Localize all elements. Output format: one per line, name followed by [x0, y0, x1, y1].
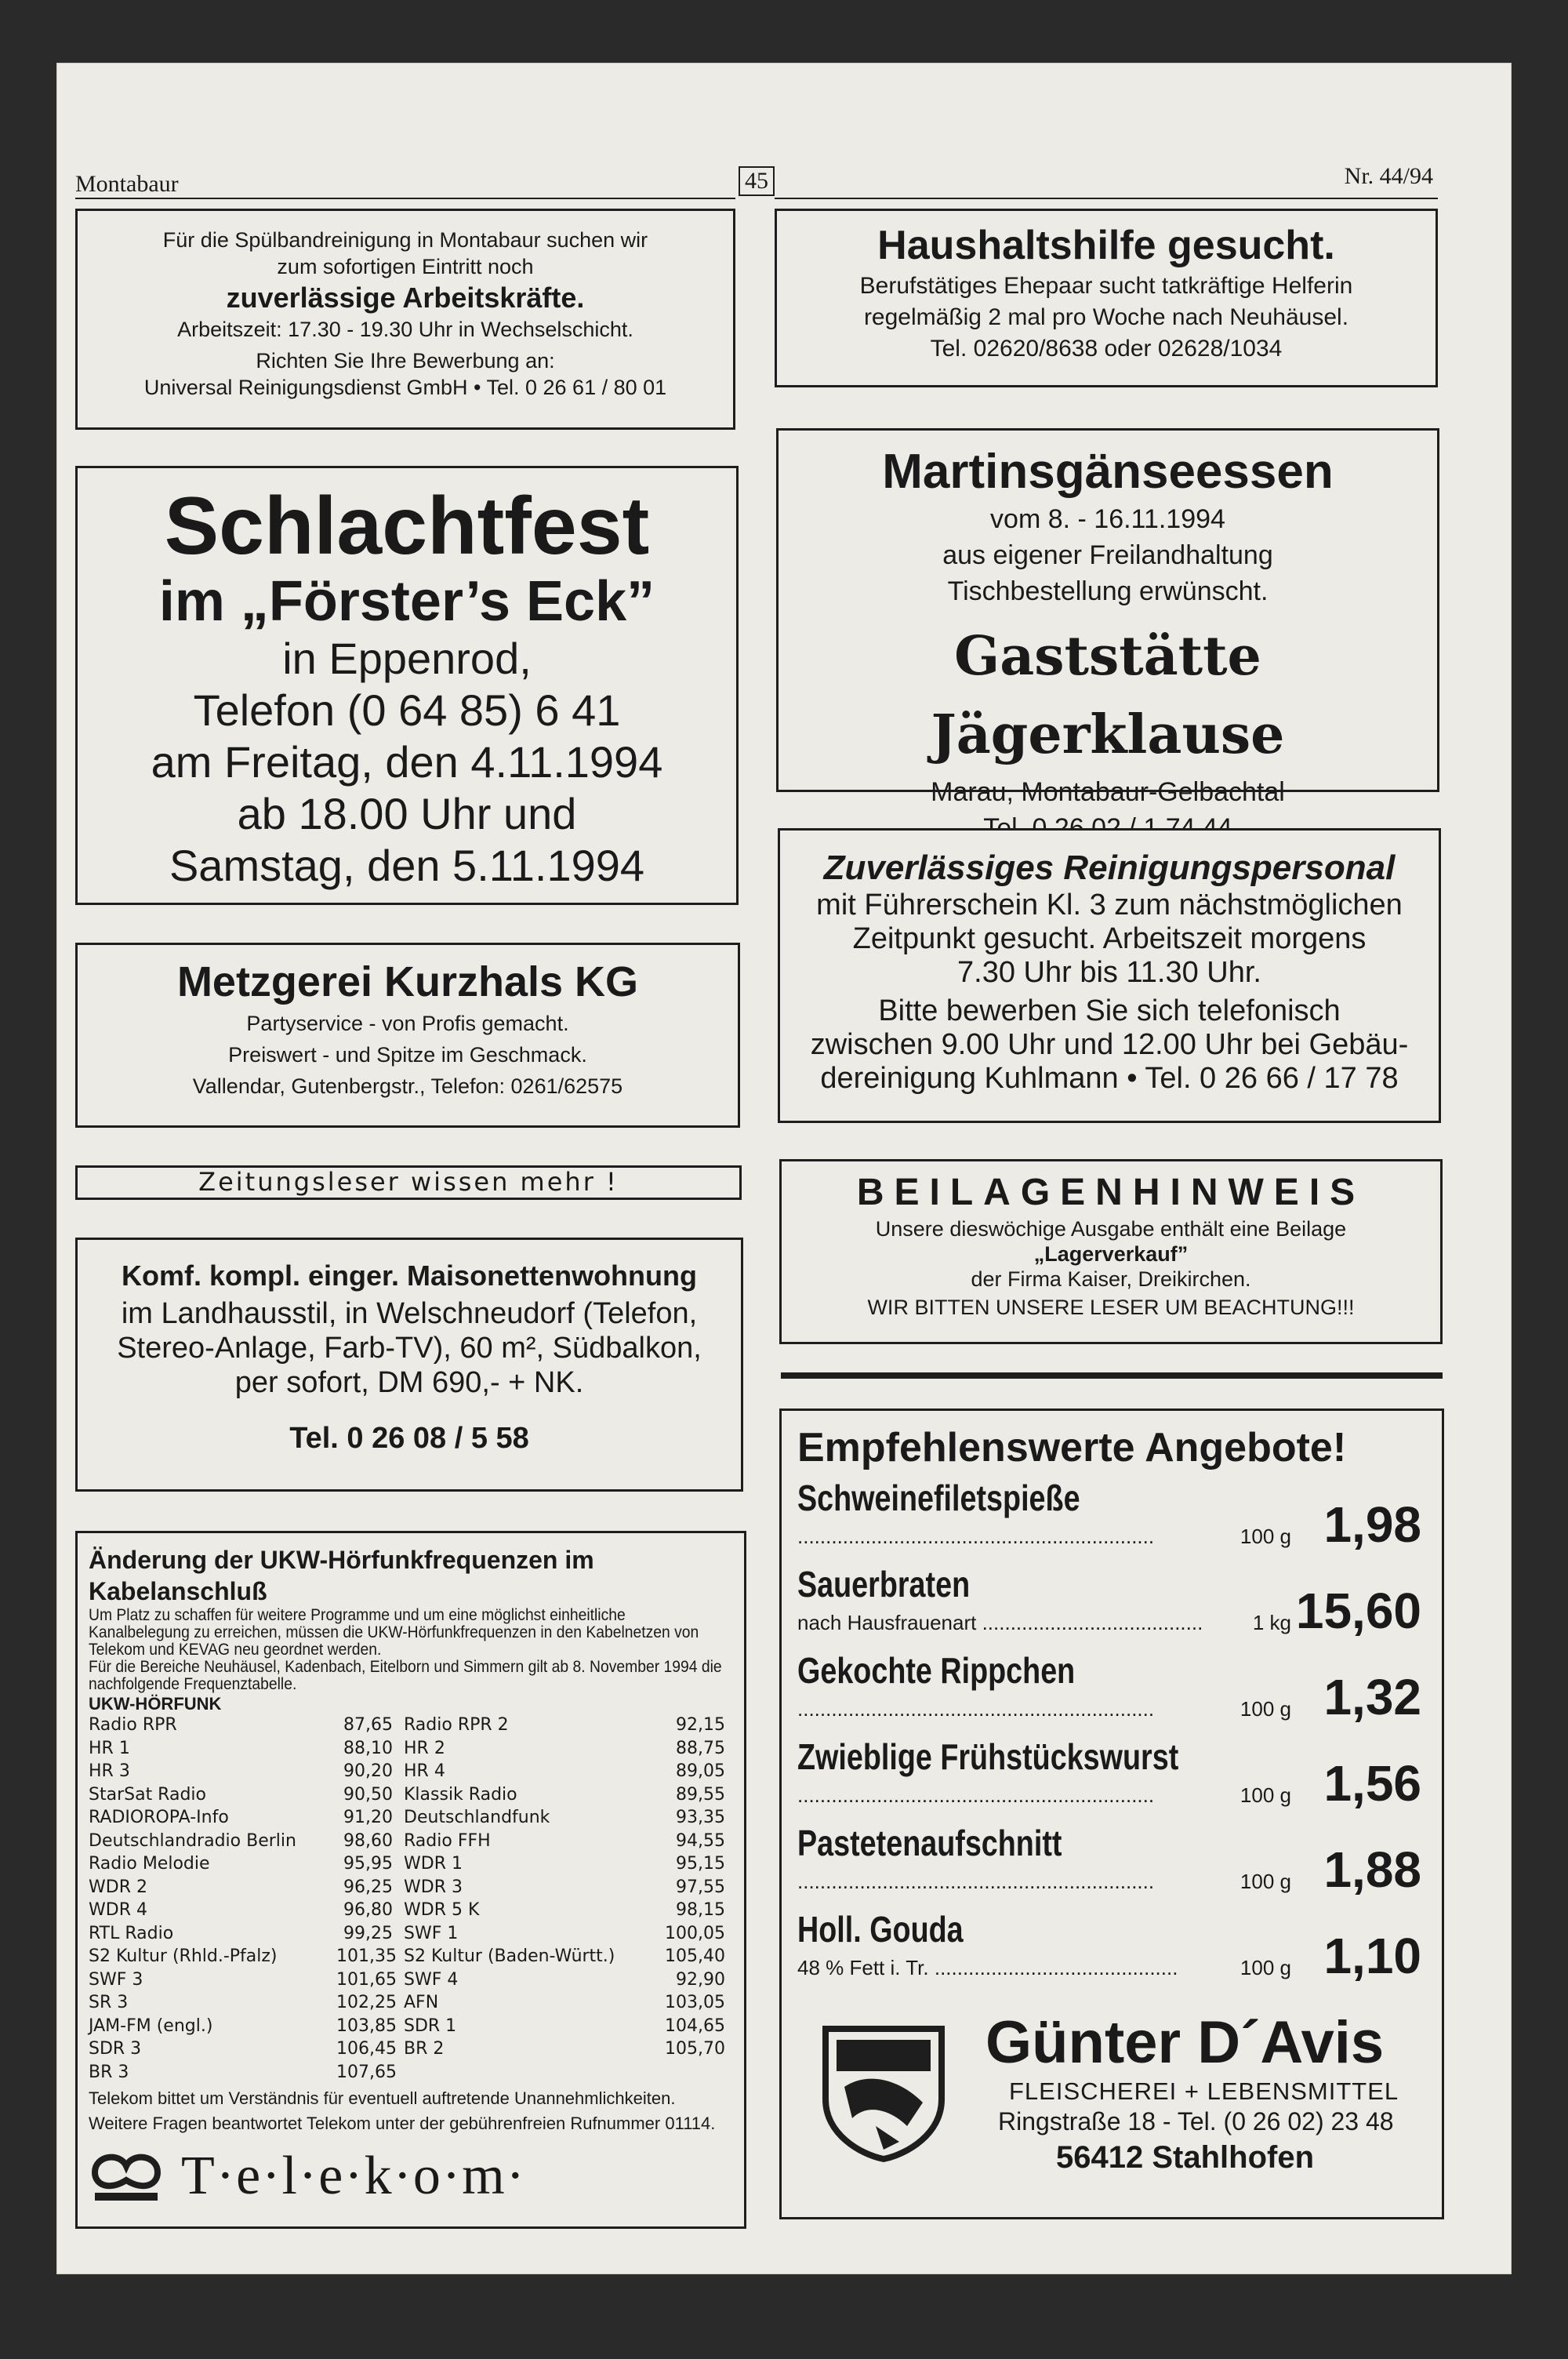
station-name: RTL Radio [89, 1923, 174, 1943]
shop-city: 56412 Stahlhofen [1056, 2140, 1315, 2175]
offer-detail: ............................................................... [797, 1525, 1155, 1548]
ad-metzgerei-kurzhals [75, 943, 740, 1128]
station-name: WDR 4 [89, 1900, 147, 1920]
station-frequency: 101,35 [336, 1946, 397, 1966]
station-frequency: 98,15 [676, 1900, 725, 1920]
ad-text: Telefon (0 64 85) 6 41 [193, 685, 621, 735]
ad-text: Für die Spülbandreinigung in Montabaur suchen wir [162, 228, 648, 252]
section-divider [781, 1372, 1443, 1379]
offer-price: 1,88 [1323, 1841, 1421, 1898]
station-name: SWF 4 [404, 1969, 459, 1990]
offer-item [797, 1474, 1426, 1560]
station-frequency: 93,35 [676, 1808, 725, 1827]
station-frequency: 96,25 [343, 1877, 393, 1897]
posthorn-icon [89, 2149, 164, 2204]
offer-unit: 100 g [1240, 1783, 1291, 1807]
offer-list [797, 1474, 1426, 1991]
station-frequency: 88,75 [676, 1738, 725, 1758]
table-row [89, 1830, 733, 1853]
station-name: WDR 2 [89, 1877, 147, 1897]
telekom-wordmark: T·e·l·e·k·o·m· [181, 2146, 526, 2206]
table-row [89, 2015, 733, 2038]
station-frequency: 95,15 [676, 1854, 725, 1874]
station-frequency: 107,65 [336, 2062, 397, 2082]
offer-price: 1,98 [1323, 1496, 1421, 1553]
station-frequency: 87,65 [343, 1715, 393, 1735]
notice-beilagenhinweis [779, 1159, 1443, 1344]
ad-headline: Änderung der UKW-Hörfunkfrequenzen im Kabelanschluß [89, 1546, 594, 1605]
table-row [89, 2037, 733, 2061]
ad-text: regelmäßig 2 mal pro Woche nach Neuhäusel. [863, 304, 1349, 330]
station-frequency: 92,90 [676, 1969, 725, 1990]
station-frequency: 94,55 [676, 1830, 725, 1851]
offer-item [797, 1560, 1426, 1646]
offer-detail: nach Hausfrauenart ....................................... [797, 1611, 1203, 1634]
offer-name: Sauerbraten [797, 1564, 971, 1605]
ad-contact: Tel. 0 26 08 / 5 58 [289, 1422, 529, 1455]
station-name: Deutschlandradio Berlin [89, 1830, 296, 1851]
station-name: StarSat Radio [89, 1784, 207, 1805]
station-frequency: 96,80 [343, 1900, 393, 1920]
frequency-table [89, 1714, 733, 2084]
station-frequency: 103,85 [336, 2016, 397, 2036]
ad-headline: Schlachtfest [164, 481, 650, 572]
offer-detail: 48 % Fett i. Tr. ........................................... [797, 1956, 1178, 1979]
offer-item [797, 1646, 1426, 1732]
shop-address: Ringstraße 18 - Tel. (0 26 02) 23 48 [998, 2107, 1394, 2135]
station-frequency: 99,25 [343, 1923, 393, 1943]
station-frequency: 102,25 [336, 1993, 397, 2012]
station-name: SWF 1 [404, 1923, 459, 1943]
ad-text: Stereo-Anlage, Farb-TV), 60 m², Südbalkon, [117, 1332, 702, 1365]
notice-text: „Lagerverkauf” [1033, 1242, 1189, 1266]
shop-block [797, 1997, 1426, 2178]
ad-text: zum sofortigen Eintritt noch [277, 255, 534, 278]
ad-text: Tischbestellung erwünscht. [947, 576, 1269, 606]
offer-detail: ............................................................... [797, 1783, 1155, 1807]
station-name: Klassik Radio [404, 1784, 517, 1805]
station-name: Radio FFH [404, 1830, 491, 1851]
shop-name: Günter D´Avis [985, 2009, 1385, 2076]
ad-headline: Martinsgänseessen [882, 445, 1334, 499]
station-name: WDR 3 [404, 1877, 463, 1897]
station-frequency: 106,45 [336, 2039, 397, 2059]
ad-headline: Empfehlenswerte Angebote! [797, 1425, 1347, 1470]
station-name: S2 Kultur (Rhld.-Pfalz) [89, 1946, 278, 1966]
station-frequency: 89,55 [676, 1784, 725, 1805]
table-row [89, 1945, 733, 1968]
station-name: HR 3 [89, 1761, 130, 1781]
offer-name: Pastetenaufschnitt [797, 1823, 1062, 1863]
station-name: HR 4 [404, 1761, 445, 1781]
ad-contact: Universal Reinigungsdienst GmbH • Tel. 0 26 61 / 80 01 [143, 376, 667, 399]
station-name: HR 1 [89, 1738, 130, 1758]
shop-type: FLEISCHEREI + LEBENSMITTEL [1009, 2077, 1399, 2105]
ad-text: in Eppenrod, [282, 634, 532, 683]
offer-detail: ............................................................... [797, 1870, 1155, 1893]
ad-reinigungspersonal [778, 828, 1441, 1123]
ad-headline: zuverlässige Arbeitskräfte. [226, 282, 585, 314]
table-row [89, 1876, 733, 1899]
offer-price: 15,60 [1295, 1583, 1421, 1639]
station-name: HR 2 [404, 1738, 445, 1758]
table-row [89, 1783, 733, 1807]
ad-text: Richten Sie Ihre Bewerbung an: [256, 349, 555, 373]
station-frequency: 90,20 [343, 1761, 393, 1781]
station-name: SWF 3 [89, 1969, 143, 1990]
notice-headline: BEILAGENHINWEIS [856, 1172, 1366, 1213]
table-row [89, 1714, 733, 1737]
ad-text: Samstag, den 5.11.1994 [169, 841, 645, 890]
ad-text: ab 18.00 Uhr und [237, 789, 577, 838]
notice-text: der Firma Kaiser, Dreikirchen. [971, 1267, 1251, 1291]
coat-of-arms-icon [821, 2024, 946, 2162]
ad-contact: dereinigung Kuhlmann • Tel. 0 26 66 / 17 78 [820, 1062, 1399, 1095]
ad-text: Arbeitszeit: 17.30 - 19.30 Uhr in Wechselschicht. [177, 318, 633, 341]
ad-telekom-ukw [75, 1531, 746, 2229]
station-name: WDR 1 [404, 1854, 463, 1874]
offer-name: Zwieblige Frühstückswurst [797, 1736, 1179, 1777]
ad-text: Marau, Montabaur-Gelbachtal [931, 777, 1285, 807]
offer-item [797, 1819, 1426, 1905]
station-name: Radio RPR 2 [404, 1715, 509, 1735]
ad-text: Bitte bewerben Sie sich telefonisch [878, 994, 1341, 1027]
ad-paragraph: Für die Bereiche Neuhäusel, Kadenbach, Eitelborn und Simmern gilt ab 8. November 1994 die nachfolgende Frequenztabelle. [89, 1658, 722, 1693]
ad-angebote-davis [779, 1408, 1444, 2219]
ad-text: per sofort, DM 690,- + NK. [234, 1366, 584, 1399]
offer-item [797, 1732, 1426, 1819]
ad-text: zwischen 9.00 Uhr und 12.00 Uhr bei Gebäu- [810, 1028, 1409, 1061]
station-frequency: 105,70 [665, 2039, 725, 2059]
offer-price: 1,10 [1323, 1928, 1421, 1984]
offer-item [797, 1905, 1426, 1991]
station-frequency: 89,05 [676, 1761, 725, 1781]
table-row [89, 1806, 733, 1830]
ad-text: Berufstätiges Ehepaar sucht tatkräftige Helferin [859, 273, 1353, 299]
station-name: JAM-FM (engl.) [89, 2016, 213, 2036]
ad-text: Zeitpunkt gesucht. Arbeitszeit morgens [852, 922, 1367, 955]
ad-headline: Metzgerei Kurzhals KG [176, 958, 639, 1005]
station-name: SR 3 [89, 1993, 129, 2012]
station-name: S2 Kultur (Baden-Württ.) [404, 1946, 615, 1966]
station-name: RADIOROPA-Info [89, 1808, 229, 1827]
table-row [89, 1760, 733, 1783]
station-frequency: 97,55 [676, 1877, 725, 1897]
ad-contact: Tel. 02620/8638 oder 02628/1034 [930, 336, 1283, 362]
ad-headline: Komf. kompl. einger. Maisonettenwohnung [121, 1259, 698, 1292]
notice-text: WIR BITTEN UNSERE LESER UM BEACHTUNG!!! [867, 1296, 1355, 1319]
station-name: BR 2 [404, 2039, 445, 2059]
station-frequency: 91,20 [343, 1808, 393, 1827]
ad-maisonette [75, 1238, 743, 1492]
ad-headline: Zuverlässiges Reinigungspersonal [823, 849, 1396, 887]
station-frequency: 100,05 [665, 1923, 725, 1943]
page-place: Montabaur [75, 171, 179, 197]
offer-unit: 100 g [1240, 1870, 1291, 1893]
ad-text: Preiswert - und Spitze im Geschmack. [228, 1043, 587, 1067]
station-name: SDR 1 [404, 2016, 457, 2036]
station-frequency: 101,65 [336, 1969, 397, 1990]
offer-unit: 100 g [1240, 1525, 1291, 1548]
table-row [89, 1737, 733, 1761]
station-name: Radio RPR [89, 1715, 177, 1735]
ad-text: mit Führerschein Kl. 3 zum nächstmöglichen [816, 889, 1403, 921]
ad-text: Partyservice - von Profis gemacht. [246, 1012, 569, 1035]
station-name: Radio Melodie [89, 1854, 210, 1874]
ad-martinsgaense [776, 428, 1439, 807]
telekom-logo [89, 2145, 733, 2208]
ad-text: am Freitag, den 4.11.1994 [151, 737, 663, 787]
notice-text: Unsere dieswöchige Ausgabe enthält eine Beilage [875, 1217, 1347, 1241]
banner-zeitungsleser: Zeitungsleser wissen mehr ! [75, 1165, 742, 1200]
station-name: SDR 3 [89, 2039, 142, 2059]
offer-name: Schweinefiletspieße [797, 1478, 1080, 1518]
station-name: AFN [404, 1993, 439, 2012]
header-rule-right [775, 198, 1438, 199]
station-frequency: 105,40 [665, 1946, 725, 1966]
offer-detail: ............................................................... [797, 1697, 1155, 1721]
station-frequency: 92,15 [676, 1715, 725, 1735]
offer-price: 1,56 [1323, 1755, 1421, 1812]
ad-text: vom 8. - 16.11.1994 [990, 504, 1225, 534]
ad-footer: Telekom bittet um Verständnis für eventuell auftretende Unannehmlichkeiten. [89, 2088, 676, 2108]
ad-text: 7.30 Uhr bis 11.30 Uhr. [957, 956, 1261, 989]
station-frequency: 98,60 [343, 1830, 393, 1851]
offer-unit: 100 g [1240, 1697, 1291, 1721]
table-row [89, 1852, 733, 1876]
table-row [89, 2061, 733, 2085]
ad-spuelband-jobs [75, 209, 735, 430]
station-frequency: 104,65 [665, 2016, 725, 2036]
ad-text: aus eigener Freilandhaltung [942, 540, 1273, 570]
ad-footer: Weitere Fragen beantwortet Telekom unter der gebührenfreien Rufnummer 01114. [89, 2114, 716, 2133]
offer-name: Gekochte Rippchen [797, 1650, 1076, 1691]
frequency-table-title: UKW-HÖRFUNK [89, 1694, 222, 1714]
header-rule-left [75, 198, 735, 199]
station-name: Deutschlandfunk [404, 1808, 550, 1827]
offer-price: 1,32 [1323, 1669, 1421, 1725]
ad-schlachtfest [75, 466, 739, 905]
station-name: WDR 5 K [404, 1900, 480, 1920]
station-frequency: 103,05 [665, 1993, 725, 2012]
table-row [89, 1899, 733, 1922]
station-frequency: 90,50 [343, 1784, 393, 1805]
offer-unit: 100 g [1240, 1956, 1291, 1979]
issue-number: Nr. 44/94 [1344, 163, 1433, 189]
offer-unit: 1 kg [1252, 1611, 1291, 1634]
ad-paragraph: Um Platz zu schaffen für weitere Programme und um eine möglichst einheitliche Kanalbelegung zu erreichen, müssen die UKW-Hörfunkfrequenzen in den Kabelnetzen von Telekom und KEVAG neu geordnet werden. [89, 1606, 699, 1659]
table-row [89, 1922, 733, 1946]
table-row [89, 1991, 733, 2015]
ad-headline: Haushaltshilfe gesucht. [877, 223, 1335, 268]
offer-name: Holl. Gouda [797, 1909, 964, 1950]
ad-subheadline: im „Förster’s Eck” [158, 570, 655, 633]
table-row [89, 1968, 733, 1992]
ad-text: im Landhausstil, in Welschneudorf (Telefon, [121, 1297, 698, 1330]
station-frequency: 88,10 [343, 1738, 393, 1758]
page-number: 45 [739, 166, 775, 196]
station-frequency: 95,95 [343, 1854, 393, 1874]
ad-contact: Vallendar, Gutenbergstr., Telefon: 0261/62575 [192, 1074, 623, 1098]
station-name: BR 3 [89, 2062, 129, 2082]
ad-haushaltshilfe [775, 209, 1438, 387]
ad-business-name: Gaststätte Jägerklause [931, 625, 1285, 766]
